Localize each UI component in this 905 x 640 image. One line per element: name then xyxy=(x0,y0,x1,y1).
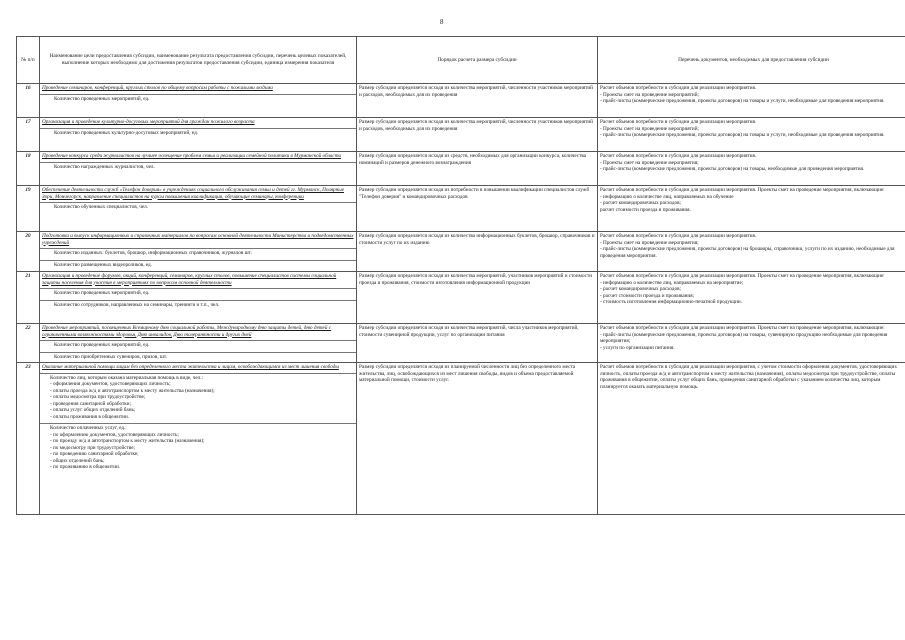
row-docs: Расчет объемов потребности в субсидии для реализации мероприятия. - Проекты смет на проведение мероприятия; - прайс-листы (коммерческие предложения, проекты договоров) на товары, необходимые для проведения мероприятия. xyxy=(598,152,905,186)
indicator-block-title: Количество оплаченных услуг, ед.: xyxy=(50,425,127,431)
indicator-item: - оплаты услуг общих отделений бань; xyxy=(50,407,136,413)
row-goal-cell xyxy=(40,272,357,324)
table-row xyxy=(17,363,905,515)
row-goal: Организация и проведение культурно-досуговых мероприятий для граждан пожилого возраста xyxy=(42,119,255,125)
row-docs: Расчет объемов потребности в субсидии для реализации мероприятия. Проекты смет на проведение мероприятия, включающие: - информацию о количестве лиц, направляемых на мероприятие; - расчет командировочных расходов; - расчет стоимости проезда и проживания; - стоимость изготовления информационно-печатной продукции. xyxy=(598,272,905,324)
indicator-block-title: Количество лиц, которым оказана материальная помощь в виде, чел.: xyxy=(50,374,204,381)
row-goal: Подготовка и выпуск информационных и справочных материалов по вопросам основной деятельности Министерства и подведомственных учреждений xyxy=(42,233,354,246)
row-goal-cell xyxy=(40,363,357,515)
indicator-item: - по медосмотру при трудоустройстве; xyxy=(50,444,135,451)
row-indicator: Количество приобретенных сувениров, призов, шт. xyxy=(40,352,356,362)
row-calc: Размер субсидии определяется исходя из количества мероприятий, числа участников мероприятий, стоимости сувенирной продукции, услуг по организации питания xyxy=(357,324,598,363)
row-calc: Размер субсидии определяется исходя из потребности в повышении квалификации специалистов служб "Телефон доверия" и командировочных расходов xyxy=(357,186,598,232)
indicator-item: - по оформлению документов, удостоверяющих личность; xyxy=(50,431,179,438)
row-calc: Размер субсидии определяется исходя из планируемой численности лиц без определенного места жительства, лиц, освобождающихся из мест лишения свободы, видов и объема предоставляемой материальной помощи, стоимости услуг. xyxy=(357,363,598,515)
row-calc: Размер субсидии определяется исходя из количества мероприятий, участников мероприятий и стоимости проезда и проживания, стоимости изготовления информационной продукции xyxy=(357,272,598,324)
indicator-item: - оплаты медосмотра при трудоустройстве; xyxy=(50,394,146,400)
subsidy-table xyxy=(16,36,905,515)
row-indicator: Количество размещенных видеороликов, ед. xyxy=(40,260,356,270)
table-row xyxy=(17,272,905,324)
row-number: 22 xyxy=(17,324,40,363)
row-goal: Организация и проведение форумов, акций, конференций, семинаров, круглых столов, повышение специалистов системы социальной защиты населения для участия в мероприятиях по вопросам основной деятельности xyxy=(42,273,337,286)
header-name: Наименование цели предоставления субсидии, наименование результата предоставления субсидии, перечень целевых показателей, выполнение которых необходимо для достижения результатов предоставления субсидии, единица измерения показателя xyxy=(40,37,357,84)
row-calc: Размер субсидии определяется исходя из средств, необходимых для организации конкурса, количества номинаций и размеров денежного вознаграждения xyxy=(357,152,598,186)
indicator-item: - по проезду ж/д и автотранспортом к месту жительства (назначения); xyxy=(50,438,205,444)
row-indicator: Количество обученных специалистов, чел. xyxy=(40,202,356,212)
row-indicator: Количество изданных: буклетов, брошюр, информационных справочников, журналов шт. xyxy=(40,248,356,258)
row-docs: Расчет объемов потребности в субсидии для реализации мероприятия. Проекты смет на проведение мероприятия, включающие: - информацию о количестве лиц, направляемых на обучение - расчет командировочных расходов; расчет стоимости проезда и проживания. xyxy=(598,186,905,232)
row-number: 23 xyxy=(17,363,40,515)
header-calc: Порядок расчета размера субсидии xyxy=(357,37,598,84)
row-indicator: Количество проведенных мероприятий, ед. xyxy=(40,340,356,350)
row-indicator: Количество проведенных культурно-досуговых мероприятий, ед. xyxy=(40,128,356,138)
indicator-item: - оплаты проезда ж/д и автотранспортом к месту жительства (назначения); xyxy=(50,387,215,394)
header-docs: Перечень документов, необходимых для предоставления субсидии xyxy=(598,37,905,84)
row-number: 16 xyxy=(17,84,40,118)
row-indicator: Количество сотрудников, направленных на семинары, тренинги и т.п., чел. xyxy=(40,300,356,310)
row-indicator: Количество проведенных мероприятий, ед. xyxy=(40,288,356,298)
row-goal-cell xyxy=(40,232,357,272)
row-goal-cell xyxy=(40,118,357,152)
row-calc: Размер субсидии определяется исходя из количества мероприятий, численности участников мероприятий и расходов, необходимых для их проведения xyxy=(357,118,598,152)
row-goal: Обеспечение деятельности служб «Телефон доверия» в учреждениях социального обслуживания семьи и детей гг. Мурманск, Полярные Зори, Мончегорск, направление специалистов на курсы повышения квалификации, обучающие семинары, конференции xyxy=(42,187,345,200)
table-row xyxy=(17,186,905,232)
indicator-item: - оплаты проживания в общежитии. xyxy=(50,413,130,420)
indicator-item: - по проживанию в общежитии. xyxy=(50,464,121,470)
row-goal: Оказание материальной помощи лицам без определенного места жительства и лицам, освобождающимся из мест лишения свободы xyxy=(42,364,339,370)
header-num: № п/п xyxy=(17,37,40,84)
row-goal-cell xyxy=(40,152,357,186)
row-docs: Расчет объемов потребности в субсидии для реализации мероприятия. - Проекты смет на проведение мероприятия; - прайс-листы (коммерческие предложения, проекты договоров) на брошюры, справочники, услуги по их изданию, необходимые для проведения мероприятия. xyxy=(598,232,905,272)
row-docs: Расчет объемов потребности в субсидии для реализации мероприятия. - Проекты смет на проведение мероприятий; - прайс-листы (коммерческие предложения, проекты договоров) на товары и услуги, необходимые для проведения мероприятия. xyxy=(598,118,905,152)
row-goal-cell xyxy=(40,186,357,232)
row-goal: Проведение мероприятий, посвященных Всемирному дню социальной работы, Международному дню защиты детей, дню детей с ограниченными возможностями здоровья, Дню инвалидов, Дню толерантности и других дней xyxy=(42,325,332,338)
row-number: 20 xyxy=(17,232,40,272)
row-goal: Проведение семинаров, конференций, круглых столов по общему вопросам работы с пожилыми людьми xyxy=(42,85,273,91)
row-docs: Расчет объемов потребности в субсидии для реализации мероприятия. Проекты смет на проведение мероприятия, включающие: - прайс-листы (коммерческие предложения, проекты договоров) на товары, сувенирную продукцию необходимые для проведения мероприятия; - услуги по организации питания. xyxy=(598,324,905,363)
row-goal: Проведение конкурса среди журналистов на лучшее освещение проблем семьи и реализации семейной политики в Мурманской области xyxy=(42,153,342,159)
page-number: 8 xyxy=(440,18,444,26)
row-calc: Размер субсидии определяется исходя из количества мероприятий, численности участников мероприятий и расходов, необходимых для их проведения xyxy=(357,84,598,118)
table-header-row xyxy=(17,37,905,84)
row-number: 17 xyxy=(17,118,40,152)
table-row xyxy=(17,324,905,363)
table-row xyxy=(17,84,905,118)
table-row xyxy=(17,152,905,186)
indicator-item: - общих отделений бань; xyxy=(50,457,105,464)
row-number: 21 xyxy=(17,272,40,324)
row-calc: Размер субсидии определяется исходя из количества информационных буклетов, брошюр, справочников и стоимости услуг по их изданию xyxy=(357,232,598,272)
indicator-block-services xyxy=(40,423,356,472)
row-docs: Расчет объемов потребности в субсидии для реализации мероприятия, с учетом стоимости оформления документов, удостоверяющих личность, оплаты проезда ж/д и автотранспортом к месту жительства (назначения), оплаты медосмотра при трудоустройстве, оплаты проживания в общежитии, оплаты услуг общих бань, проведения санитарной обработки с указанием количества лиц, которым планируется оказать материальную помощь. xyxy=(598,363,905,515)
row-goal-cell xyxy=(40,324,357,363)
row-number: 18 xyxy=(17,152,40,186)
row-indicator: Количество проведенных мероприятий, ед. xyxy=(40,94,356,104)
table-row xyxy=(17,118,905,152)
indicator-item: - проведения санитарной обработки; xyxy=(50,400,132,407)
row-goal-cell xyxy=(40,84,357,118)
indicator-item: - по проведению санитарной обработке; xyxy=(50,451,139,457)
row-indicator: Количество награжденных журналистов, чел. xyxy=(40,162,356,172)
table-row xyxy=(17,232,905,272)
indicator-block-persons xyxy=(40,373,356,422)
indicator-item: - оформления документов, удостоверяющих личность; xyxy=(50,381,171,387)
row-docs: Расчет объемов потребности в субсидии для реализации мероприятия. - Проекты смет на проведение мероприятий; - прайс-листы (коммерческие предложения, проекты договоров) на товары и услуги, необходимые для проведения мероприятия. xyxy=(598,84,905,118)
row-number: 19 xyxy=(17,186,40,232)
